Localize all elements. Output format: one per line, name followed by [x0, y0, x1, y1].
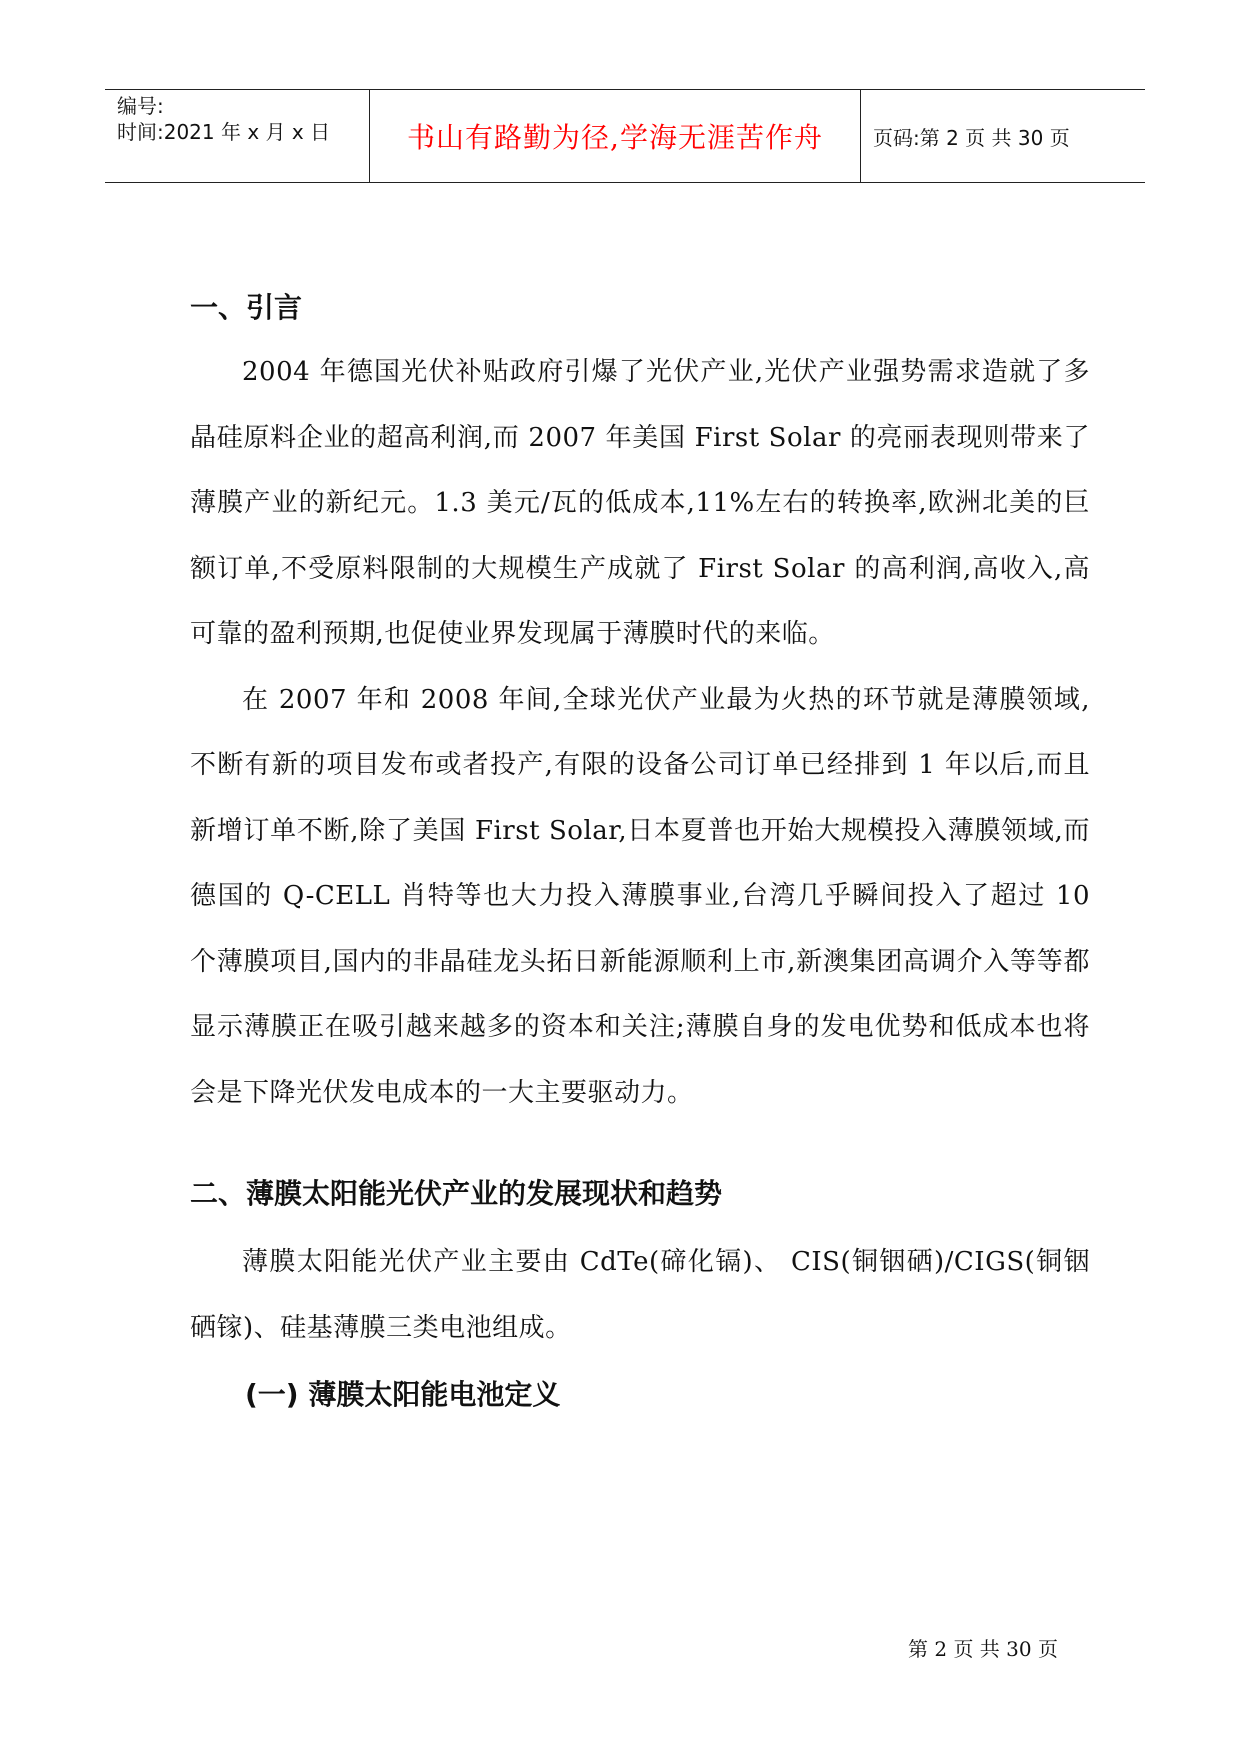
page-footer: 第 2 页 共 30 页: [908, 1637, 1058, 1661]
document-number-label: 编号:: [117, 94, 164, 118]
document-time-label: 时间:2021 年 x 月 x 日: [117, 120, 331, 144]
section-heading-introduction: 一、引言: [190, 291, 303, 324]
subsection-heading-definition: (一) 薄膜太阳能电池定义: [245, 1378, 561, 1411]
header-page-cell: [861, 90, 1145, 182]
page-header: [105, 89, 1145, 183]
header-motto-cell: [370, 90, 861, 182]
paragraph: 2004 年德国光伏补贴政府引爆了光伏产业,光伏产业强势需求造就了多晶硅原料企业的超高利润,而 2007 年美国 First Solar 的亮丽表现则带来了薄膜产业的新纪元。1.3 美元/瓦的低成本,11%左右的转换率,欧洲北美的巨额订单,不受原料限制的大规模生产成就了 First Solar 的高利润,高收入,高可靠的盈利预期,也促使业界发现属于薄膜时代的来临。: [190, 357, 1090, 649]
paragraph: 在 2007 年和 2008 年间,全球光伏产业最为火热的环节就是薄膜领域,不断有新的项目发布或者投产,有限的设备公司订单已经排到 1 年以后,而且新增订单不断,除了美国 First Solar,日本夏普也开始大规模投入薄膜领域,而德国的 Q-CELL 肖特等也大力投入薄膜事业,台湾几乎瞬间投入了超过 10 个薄膜项目,国内的非晶硅龙头拓日新能源顺利上市,新澳集团高调介入等等都显示薄膜正在吸引越来越多的资本和关注;薄膜自身的发电优势和低成本也将会是下降光伏发电成本的一大主要驱动力。: [190, 684, 1090, 1108]
header-page-info: 页码:第 2 页 共 30 页: [873, 125, 1070, 150]
header-meta-cell: [105, 90, 370, 182]
header-motto: 书山有路勤为径,学海无涯苦作舟: [407, 121, 823, 154]
document-body: [190, 288, 1090, 1415]
section-heading-industry-status: 二、薄膜太阳能光伏产业的发展现状和趋势: [190, 1177, 723, 1210]
paragraph: 薄膜太阳能光伏产业主要由 CdTe(碲化镉)、 CIS(铜铟硒)/CIGS(铜铟硒镓)、硅基薄膜三类电池组成。: [190, 1247, 1090, 1343]
